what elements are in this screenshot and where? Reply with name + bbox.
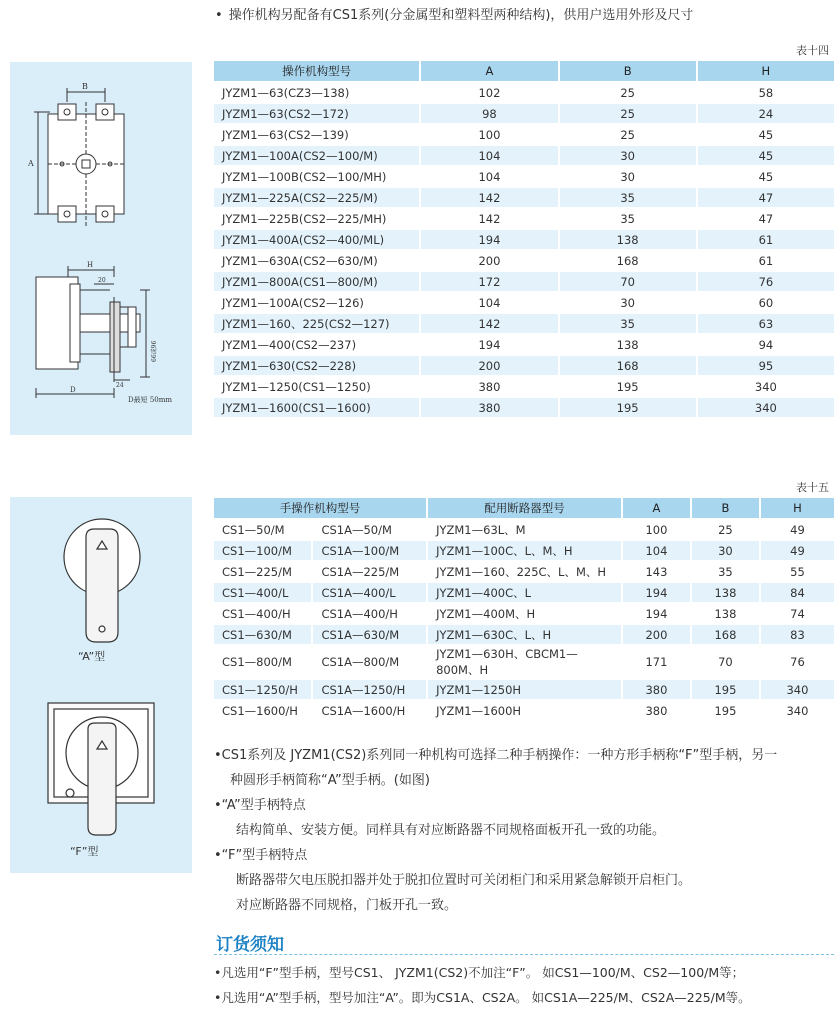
table-cell: 25 [560, 104, 696, 123]
label-24: 24 [116, 382, 124, 389]
table-cell: JYZM1—400(CS2—237) [214, 335, 419, 354]
table-cell: 94 [698, 335, 834, 354]
table-cell: 195 [560, 377, 696, 396]
table14-header-cell: A [421, 61, 557, 81]
table15-header-cell: B [692, 498, 759, 518]
table15-header-row [214, 498, 834, 518]
table-cell: 61 [698, 251, 834, 270]
table-cell: JYZM1—1250H [428, 680, 621, 699]
table-cell: 30 [560, 293, 696, 312]
label-a: A [28, 159, 34, 168]
order-notes [214, 960, 751, 1010]
table-cell: 45 [698, 167, 834, 186]
table-cell: 142 [421, 209, 557, 228]
table-cell: CS1A—630/M [313, 625, 426, 644]
table-cell: 200 [421, 251, 557, 270]
table-cell: 194 [623, 583, 690, 602]
table-cell: 76 [761, 646, 834, 678]
table-cell: CS1A—800/M [313, 646, 426, 678]
table-cell: 172 [421, 272, 557, 291]
intro-text [215, 4, 693, 23]
table-row [214, 562, 834, 581]
table-cell: 47 [698, 188, 834, 207]
order-line-2: 凡选用“A”型手柄，型号加注“A”。即为CS1A、CS2A。 如CS1A—225/M、CS2A—225/M等。 [221, 990, 751, 1005]
intro-label: 操作机构另配备有CS1系列(分金属型和塑料型两种结构)，供用户选用外形及尺寸 [228, 8, 694, 23]
table-row [214, 701, 834, 720]
table-cell: 138 [692, 604, 759, 623]
table-row [214, 604, 834, 623]
table-cell: 63 [698, 314, 834, 333]
table-cell: JYZM1—630A(CS2—630/M) [214, 251, 419, 270]
label-b: B [82, 82, 88, 91]
table15-body [214, 520, 834, 720]
handle-dimension-drawing [10, 62, 192, 435]
table14 [212, 59, 836, 419]
table-cell: 49 [761, 520, 834, 539]
table-row [214, 104, 834, 123]
table-row [214, 646, 834, 678]
table-row [214, 146, 834, 165]
table-cell: 380 [623, 701, 690, 720]
table14-header-row [214, 61, 834, 81]
table-cell: 340 [761, 701, 834, 720]
table-cell: 35 [692, 562, 759, 581]
table14-body [214, 83, 834, 417]
table-cell: JYZM1—100A(CS2—100/M) [214, 146, 419, 165]
table-cell: 76 [698, 272, 834, 291]
table-cell: 84 [761, 583, 834, 602]
table-cell: CS1—225/M [214, 562, 311, 581]
table-cell: CS1—1250/H [214, 680, 311, 699]
table-cell: CS1A—400/L [313, 583, 426, 602]
table-cell: CS1—400/H [214, 604, 311, 623]
table-cell: JYZM1—63L、M [428, 520, 621, 539]
handle-types-drawing [10, 497, 192, 873]
table-cell: 100 [623, 520, 690, 539]
table-cell: 25 [692, 520, 759, 539]
table-cell: JYZM1—160、225C、L、M、H [428, 562, 621, 581]
table-cell: 380 [421, 377, 557, 396]
table-cell: 55 [761, 562, 834, 581]
table-cell: 200 [421, 356, 557, 375]
table-cell: CS1A—50/M [313, 520, 426, 539]
table-cell: JYZM1—63(CZ3—138) [214, 83, 419, 102]
table-row [214, 520, 834, 539]
table-cell: JYZM1—160、225(CS2—127) [214, 314, 419, 333]
table-row [214, 293, 834, 312]
table-cell: JYZM1—63(CS2—139) [214, 125, 419, 144]
table-cell: JYZM1—630C、L、H [428, 625, 621, 644]
table14-header-cell: H [698, 61, 834, 81]
table-cell: 142 [421, 188, 557, 207]
table15-header-cell: 手操作机构型号 [214, 498, 426, 518]
table-cell: 142 [421, 314, 557, 333]
table-cell: JYZM1—63(CS2—172) [214, 104, 419, 123]
bullet: • [214, 990, 222, 1005]
table-cell: 138 [560, 230, 696, 249]
table-cell: JYZM1—100A(CS2—126) [214, 293, 419, 312]
table-cell: 104 [421, 146, 557, 165]
label-f-type: “F”型 [70, 845, 99, 858]
table-row [214, 251, 834, 270]
table-row [214, 209, 834, 228]
table-cell: JYZM1—630H、CBCM1—800M、H [428, 646, 621, 678]
bullet: • [214, 965, 222, 980]
table-cell: 194 [421, 230, 557, 249]
table-cell: JYZM1—1600H [428, 701, 621, 720]
table15-caption: 表十五 [796, 481, 829, 494]
table-cell: JYZM1—400M、H [428, 604, 621, 623]
table-cell: CS1A—225/M [313, 562, 426, 581]
label-a-type: “A”型 [78, 650, 106, 663]
table-cell: 168 [560, 356, 696, 375]
table-cell: 195 [692, 680, 759, 699]
table-cell: 47 [698, 209, 834, 228]
label-dmax: D最短 50mm [128, 396, 173, 404]
table14-header-cell: B [560, 61, 696, 81]
table-cell: 58 [698, 83, 834, 102]
table-row [214, 314, 834, 333]
section-divider [214, 954, 834, 955]
table-cell: 104 [421, 293, 557, 312]
table15-header-cell: H [761, 498, 834, 518]
table-row [214, 541, 834, 560]
table-cell: JYZM1—800A(CS1—800/M) [214, 272, 419, 291]
table-cell: 25 [560, 83, 696, 102]
table-cell: 70 [560, 272, 696, 291]
note-1-line-2: 种圆形手柄简称“A”型手柄。(如图) [230, 773, 430, 788]
table-cell: 194 [623, 604, 690, 623]
table-row [214, 583, 834, 602]
table-row [214, 188, 834, 207]
table-cell: 380 [623, 680, 690, 699]
table-cell: 340 [761, 680, 834, 699]
table-cell: JYZM1—630(CS2—228) [214, 356, 419, 375]
table-cell: 104 [623, 541, 690, 560]
label-66-96: 66或96 [151, 340, 158, 362]
table-cell: CS1—800/M [214, 646, 311, 678]
table-cell: 35 [560, 314, 696, 333]
table-cell: 340 [698, 398, 834, 417]
table-cell: 35 [560, 188, 696, 207]
table-cell: 74 [761, 604, 834, 623]
note-3-title: “F”型手柄特点 [221, 848, 308, 863]
table-cell: 100 [421, 125, 557, 144]
table-cell: 60 [698, 293, 834, 312]
note-3-body-1: 断路器带欠电压脱扣器并处于脱扣位置时可关闭柜门和采用紧急解锁开启柜门。 [236, 873, 692, 888]
table-cell: 45 [698, 125, 834, 144]
table14-caption: 表十四 [796, 44, 829, 57]
table-cell: 168 [560, 251, 696, 270]
table-row [214, 335, 834, 354]
table-cell: 340 [698, 377, 834, 396]
table-cell: 70 [692, 646, 759, 678]
table-cell: 195 [560, 398, 696, 417]
table-cell: 98 [421, 104, 557, 123]
table-row [214, 167, 834, 186]
table-cell: CS1A—1600/H [313, 701, 426, 720]
table-cell: CS1—400/L [214, 583, 311, 602]
bullet: • [214, 848, 222, 863]
table-row [214, 398, 834, 417]
label-20: 20 [98, 277, 106, 284]
table-cell: CS1A—1250/H [313, 680, 426, 699]
table15 [212, 496, 836, 722]
bullet: • [214, 748, 222, 763]
table-row [214, 125, 834, 144]
table-cell: JYZM1—225A(CS2—225/M) [214, 188, 419, 207]
table-cell: CS1—100/M [214, 541, 311, 560]
table-cell: 30 [692, 541, 759, 560]
table-cell: 200 [623, 625, 690, 644]
order-section-title: 订货须知 [216, 935, 284, 955]
table-cell: 194 [421, 335, 557, 354]
table-row [214, 83, 834, 102]
diagram-panel-1 [10, 62, 192, 435]
table-cell: 95 [698, 356, 834, 375]
table-cell: CS1—1600/H [214, 701, 311, 720]
table-cell: CS1—630/M [214, 625, 311, 644]
table-cell: 168 [692, 625, 759, 644]
note-2-title: “A”型手柄特点 [221, 798, 306, 813]
table-row [214, 230, 834, 249]
diagram-panel-2 [10, 497, 192, 873]
table-cell: 49 [761, 541, 834, 560]
table-cell: 138 [560, 335, 696, 354]
table-cell: 61 [698, 230, 834, 249]
bullet: • [214, 798, 222, 813]
table-cell: CS1—50/M [214, 520, 311, 539]
table-cell: 24 [698, 104, 834, 123]
order-line-1: 凡选用“F”型手柄，型号CS1、 JYZM1(CS2)不加注“F”。 如CS1—100/M、CS2—100/M等； [221, 965, 745, 980]
table15-header-cell: 配用断路器型号 [428, 498, 621, 518]
table-cell: JYZM1—400C、L [428, 583, 621, 602]
note-1 [214, 743, 777, 918]
table-cell: CS1A—400/H [313, 604, 426, 623]
bullet: • [215, 8, 223, 23]
table-row [214, 680, 834, 699]
table-cell: JYZM1—1250(CS1—1250) [214, 377, 419, 396]
table-cell: 25 [560, 125, 696, 144]
table-cell: JYZM1—400A(CS2—400/ML) [214, 230, 419, 249]
table15-header-cell: A [623, 498, 690, 518]
table-cell: JYZM1—225B(CS2—225/MH) [214, 209, 419, 228]
note-3-body-2: 对应断路器不同规格，门板开孔一致。 [236, 898, 458, 913]
table-cell: JYZM1—1600(CS1—1600) [214, 398, 419, 417]
table-cell: 380 [421, 398, 557, 417]
table-cell: CS1A—100/M [313, 541, 426, 560]
table-cell: 143 [623, 562, 690, 581]
table-cell: 195 [692, 701, 759, 720]
table-row [214, 356, 834, 375]
table-cell: 30 [560, 167, 696, 186]
table-cell: 102 [421, 83, 557, 102]
table-cell: 35 [560, 209, 696, 228]
table-row [214, 625, 834, 644]
table-cell: 104 [421, 167, 557, 186]
table-cell: 138 [692, 583, 759, 602]
table-row [214, 272, 834, 291]
table-cell: 83 [761, 625, 834, 644]
table-cell: 171 [623, 646, 690, 678]
table14-header-cell: 操作机构型号 [214, 61, 419, 81]
label-d: D [70, 386, 76, 394]
table-cell: JYZM1—100B(CS2—100/MH) [214, 167, 419, 186]
table-row [214, 377, 834, 396]
table-cell: 45 [698, 146, 834, 165]
table-cell: 30 [560, 146, 696, 165]
note-2-body: 结构简单、安装方便。同样具有对应断路器不同规格面板开孔一致的功能。 [236, 823, 666, 838]
label-h: H [87, 261, 94, 269]
table-cell: JYZM1—100C、L、M、H [428, 541, 621, 560]
note-1-line-1: CS1系列及 JYZM1(CS2)系列同一种机构可选择二种手柄操作：一种方形手柄称“F”型手柄，另一 [221, 748, 778, 763]
